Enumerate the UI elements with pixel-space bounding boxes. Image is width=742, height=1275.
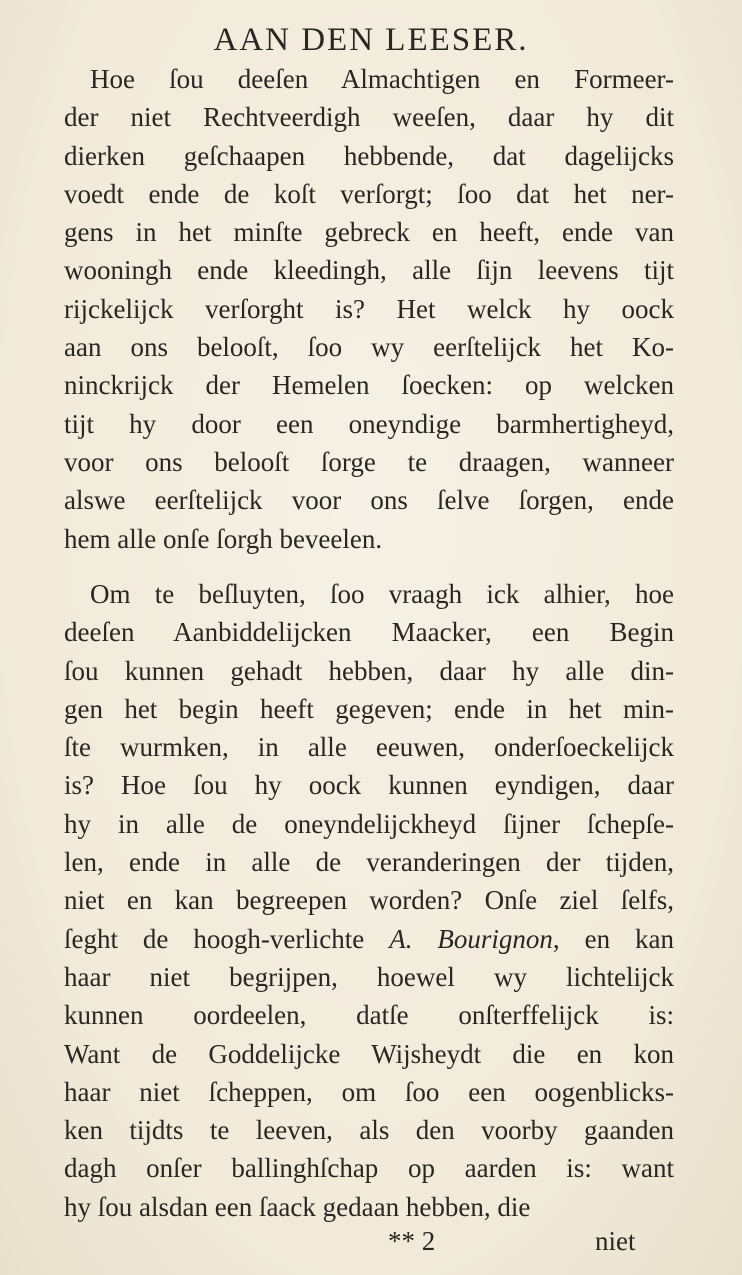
text-line: deeſen Aanbiddelijcken Maacker, een Begin [64, 617, 674, 648]
text-line: dagh onſer ballinghſchap op aarden is: want [64, 1153, 674, 1184]
text-line: hy ſou alsdan een ſaack gedaan hebben, die [64, 1191, 531, 1222]
page-footer [0, 1226, 742, 1262]
author-name: A. Bourignon [389, 923, 553, 954]
text-line: ſte wurmken, in alle eeuwen, onderſoeckelijck [64, 732, 674, 763]
text-line: dierken geſchaapen hebbende, dat dagelijcks [64, 140, 674, 171]
text-line: hem alle onſe ſorgh beveelen. [64, 523, 383, 554]
text-line: Om te beſluyten, ſoo vraagh ick alhier, hoe [90, 579, 674, 609]
text-line: voedt ende de koſt verſorgt; ſoo dat het ner- [64, 178, 674, 209]
text-line: Want de Goddelijcke Wijsheydt die en kon [64, 1038, 674, 1069]
text-line: rijckelijck verſorght is? Het welck hy oock [64, 293, 674, 324]
text-line: Hoe ſou deeſen Almachtigen en Formeer- [90, 64, 674, 94]
text-line: haar niet ſcheppen, om ſoo een oogenblicks- [64, 1076, 674, 1107]
text-line: wooningh ende kleedingh, alle ſijn leevens tijt [64, 255, 674, 286]
text-line: alswe eerſtelijck voor ons ſelve ſorgen, ende [64, 485, 674, 516]
paragraph-2 [64, 575, 674, 1226]
text-line: gen het begin heeft gegeven; ende in het min- [64, 693, 674, 724]
text-line: ken tijdts te leeven, als den voorby gaanden [64, 1115, 674, 1146]
page-header: AAN DEN LEESER. [213, 22, 529, 58]
text-line: voor ons belooſt ſorge te draagen, wanneer [64, 446, 674, 477]
catchword: niet [595, 1226, 636, 1256]
text-line: is? Hoe ſou hy oock kunnen eyndigen, daar [64, 770, 674, 801]
text-line: ninckrijck der Hemelen ſoecken: op welcken [64, 370, 674, 401]
text-line: tijt hy door een oneyndige barmhertigheyd, [64, 408, 674, 439]
text-line: hy in alle de oneyndelijckheyd ſijner ſchepſe- [64, 808, 674, 839]
paragraph-1 [64, 60, 674, 558]
signature-mark: ** 2 [388, 1226, 436, 1256]
text-line: ſou kunnen gehadt hebben, daar hy alle din- [64, 655, 674, 686]
text-line: haar niet begrijpen, hoewel wy lichtelijck [64, 961, 674, 992]
text-line: gens in het minſte gebreck en heeft, ende van [64, 217, 674, 248]
text-line: niet en kan begreepen worden? Onſe ziel ſelfs, [64, 885, 674, 916]
text-line: der niet Rechtveerdigh weeſen, daar hy dit [64, 102, 674, 133]
text-line: len, ende in alle de veranderingen der tijden, [64, 847, 674, 878]
text-line: kunnen oordeelen, datſe onſterffelijck is: [64, 1000, 674, 1031]
text-line: aan ons belooſt, ſoo wy eerſtelijck het Ko- [64, 332, 674, 363]
text-line: ſeght de hoogh-verlichte A. Bourignon, en kan [64, 923, 674, 954]
